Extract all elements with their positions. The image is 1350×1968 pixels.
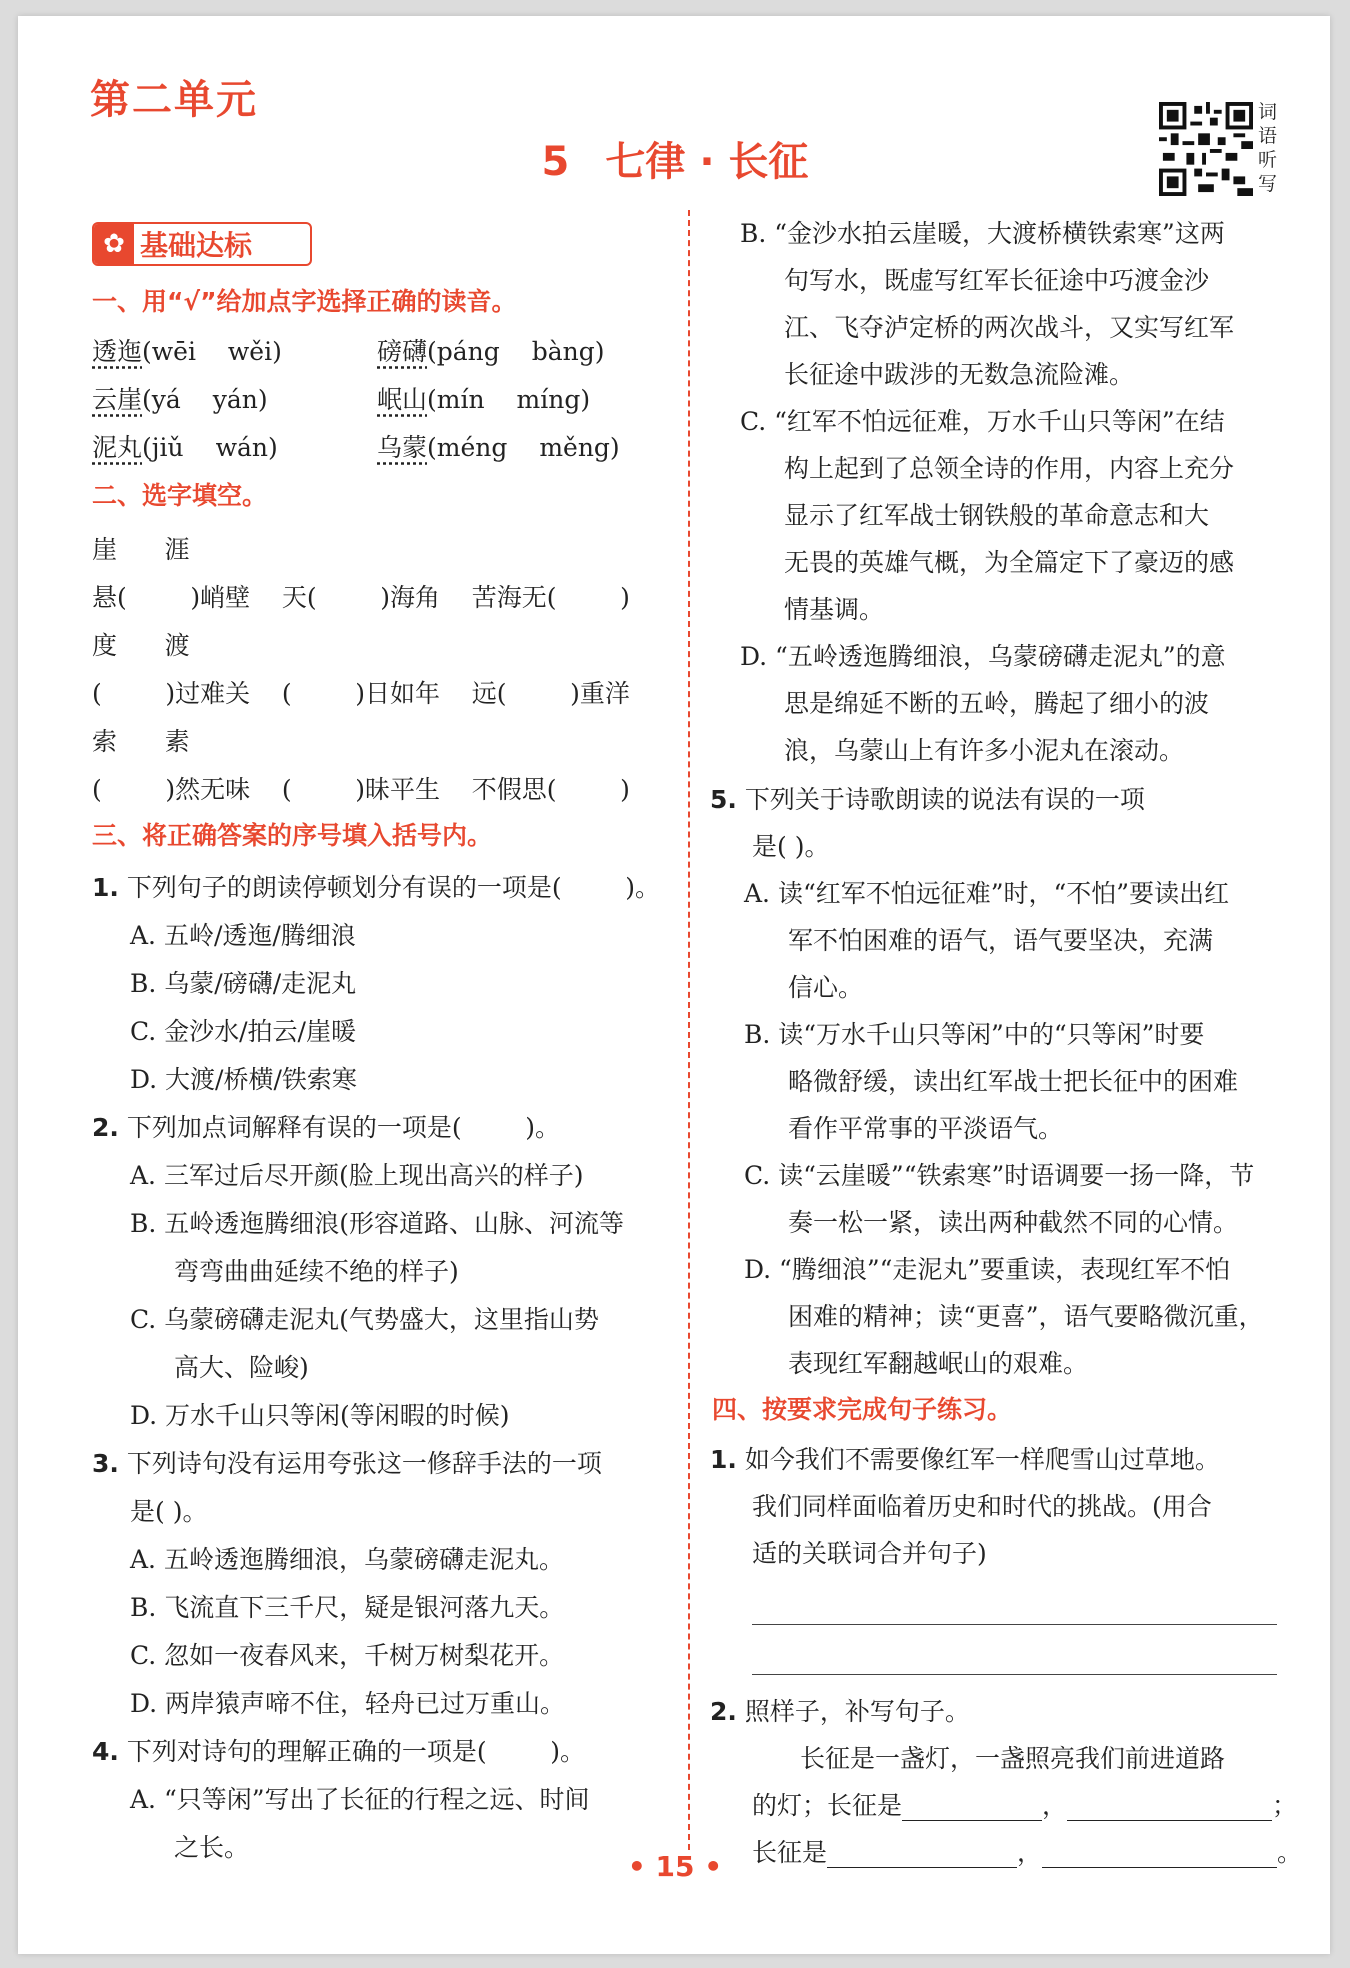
pinyin-word: 乌蒙	[377, 433, 428, 462]
section-4-title: 四、按要求完成句子练习。	[712, 1395, 1013, 1424]
question-text: 下列对诗句的理解正确的一项是( )。	[126, 1737, 585, 1766]
qr-label: 词语听写	[1258, 101, 1278, 195]
option-continued: 奏一松一紧，读出两种截然不同的心情。	[788, 1208, 1239, 1237]
option: C. “红军不怕远征难，万水千山只等闲”在结	[740, 407, 1225, 436]
question-text: 下列句子的朗读停顿划分有误的一项是( )。	[126, 873, 660, 902]
question-text-continued: 我们同样面临着历史和时代的挑战。(用合	[752, 1492, 1212, 1521]
pinyin-word: 泥丸	[92, 433, 143, 462]
option: B. 飞流直下三千尺，疑是银河落九天。	[130, 1593, 565, 1622]
option: C. 金沙水/拍云/崖暖	[130, 1017, 356, 1046]
question-text: 下列关于诗歌朗读的说法有误的一项	[744, 785, 1145, 814]
pinyin-word: 岷山	[377, 385, 428, 414]
option: A. 读“红军不怕远征难”时，“不怕”要读出红	[744, 879, 1230, 908]
pinyin-options: (wēi wěi)	[142, 337, 282, 366]
section-2-title: 二、选字填空。	[92, 481, 268, 510]
unit-title: 第二单元	[90, 77, 258, 123]
question-text: 如今我们不需要像红军一样爬雪山过草地。	[744, 1445, 1220, 1474]
pinyin-item	[92, 332, 282, 368]
semicolon-text: ；	[1272, 1791, 1298, 1820]
question-text: 下列诗句没有运用夸张这一修辞手法的一项	[126, 1449, 602, 1478]
option-continued: 困难的精神；读“更喜”，语气要略微沉重，	[788, 1302, 1264, 1331]
answer-line[interactable]	[752, 1624, 1277, 1625]
pinyin-options: (méng měng)	[427, 433, 620, 462]
example-sentence: 长征是一盏灯，一盏照亮我们前进道路	[800, 1744, 1226, 1773]
question-number: 1.	[92, 873, 119, 902]
fill-chars: 崖 涯	[92, 535, 190, 564]
question-stem	[92, 1732, 585, 1768]
option: B. 五岭透迤腾细浪(形容道路、山脉、河流等	[130, 1209, 625, 1238]
badge-label: 基础达标	[140, 229, 253, 262]
comma-text: ，	[1017, 1838, 1043, 1867]
option-continued: 之长。	[174, 1833, 250, 1862]
option-continued: 表现红军翻越岷山的艰难。	[788, 1349, 1089, 1378]
question-stem	[710, 1440, 1220, 1476]
question-stem	[710, 1692, 970, 1728]
fill-line: ( )然无味 ( )昧平生 不假思( )	[92, 775, 630, 804]
column-divider	[688, 210, 690, 1850]
option: D. 万水千山只等闲(等闲暇的时候)	[130, 1401, 510, 1430]
basic-standard-badge	[92, 220, 308, 262]
fill-line: 悬( )峭壁 天( )海角 苦海无( )	[92, 583, 630, 612]
question-number: 3.	[92, 1449, 119, 1478]
section-3-title: 三、将正确答案的序号填入括号内。	[92, 821, 493, 850]
comma-text: ，	[1042, 1791, 1068, 1820]
page-number: • 15 •	[627, 1850, 723, 1883]
option-continued: 情基调。	[784, 595, 885, 624]
option-continued: 思是绵延不断的五岭，腾起了细小的波	[784, 689, 1210, 718]
option: B. 读“万水千山只等闲”中的“只等闲”时要	[744, 1020, 1205, 1049]
option-continued: 军不怕困难的语气，语气要坚决，充满	[788, 926, 1214, 955]
lesson-title	[0, 130, 1350, 187]
option: A. 五岭透迤腾细浪，乌蒙磅礴走泥丸。	[130, 1545, 564, 1574]
question-text: 下列加点词解释有误的一项是( )。	[126, 1113, 560, 1142]
gear-icon: ✿	[94, 224, 134, 264]
option: A. 三军过后尽开颜(脸上现出高兴的样子)	[130, 1161, 584, 1190]
question-stem	[92, 1444, 602, 1480]
question-number: 4.	[92, 1737, 119, 1766]
option-continued: 显示了红军战士钢铁般的革命意志和大	[784, 501, 1210, 530]
question-text-continued: 是( )。	[130, 1497, 208, 1526]
pinyin-options: (mín míng)	[427, 385, 591, 414]
question-stem	[92, 1108, 560, 1144]
fill-chars: 度 渡	[92, 631, 190, 660]
option-continued: 看作平常事的平淡语气。	[788, 1114, 1064, 1143]
answer-line[interactable]	[752, 1674, 1277, 1675]
lesson-name: 七律 · 长征	[605, 139, 809, 185]
pinyin-item	[92, 380, 268, 416]
option-continued: 长征途中跋涉的无数急流险滩。	[784, 360, 1135, 389]
pinyin-word: 磅礴	[377, 337, 428, 366]
option-continued: 构上起到了总领全诗的作用，内容上充分	[784, 454, 1235, 483]
qr-code-icon[interactable]	[1158, 102, 1254, 196]
lesson-number: 5	[541, 139, 570, 185]
option-continued: 高大、险峻)	[174, 1353, 309, 1382]
pinyin-word: 透迤	[92, 337, 143, 366]
answer-blank[interactable]	[1067, 1791, 1272, 1821]
section-1-title: 一、用“√”给加点字选择正确的读音。	[92, 287, 517, 316]
option: D. 大渡/桥横/铁索寒	[130, 1065, 357, 1094]
question-text-continued: 适的关联词合并句子)	[752, 1539, 987, 1568]
option: C. 读“云崖暖”“铁索寒”时语调要一扬一降，节	[744, 1161, 1255, 1190]
question-number: 2.	[92, 1113, 119, 1142]
option-continued: 无畏的英雄气概，为全篇定下了豪迈的感	[784, 548, 1235, 577]
option-continued: 信心。	[788, 973, 864, 1002]
sentence-text: 的灯；长征是	[752, 1791, 903, 1820]
question-stem	[92, 868, 660, 904]
option: D. “五岭透迤腾细浪，乌蒙磅礴走泥丸”的意	[740, 642, 1226, 671]
question-stem	[710, 780, 1145, 816]
question-text: 照样子，补写句子。	[744, 1697, 970, 1726]
option: C. 乌蒙磅礴走泥丸(气势盛大，这里指山势	[130, 1305, 599, 1334]
page-number-value: 15	[655, 1850, 695, 1883]
option-continued: 句写水，既虚写红军长征途中巧渡金沙	[784, 266, 1210, 295]
fill-line: ( )过难关 ( )日如年 远( )重洋	[92, 679, 630, 708]
option: A. “只等闲”写出了长征的行程之远、时间	[130, 1785, 590, 1814]
pinyin-word: 云崖	[92, 385, 143, 414]
pinyin-options: (jiǔ wán)	[142, 433, 278, 462]
pinyin-item	[377, 380, 590, 416]
option-continued: 略微舒缓，读出红军战士把长征中的困难	[788, 1067, 1239, 1096]
option: D. “腾细浪”“走泥丸”要重读，表现红军不怕	[744, 1255, 1231, 1284]
answer-blank[interactable]	[902, 1791, 1042, 1821]
question-text-continued: 是( )。	[752, 832, 830, 861]
option: B. 乌蒙/磅礴/走泥丸	[130, 969, 357, 998]
option-continued: 弯弯曲曲延续不绝的样子)	[174, 1257, 459, 1286]
option-continued: 江、飞夺泸定桥的两次战斗，又实写红军	[784, 313, 1235, 342]
option: A. 五岭/透迤/腾细浪	[130, 921, 356, 950]
option: D. 两岸猿声啼不住，轻舟已过万重山。	[130, 1689, 566, 1718]
pinyin-item	[92, 428, 278, 464]
fill-sentence	[752, 1786, 1297, 1822]
option: C. 忽如一夜春风来，千树万树梨花开。	[130, 1641, 565, 1670]
option: B. “金沙水拍云崖暖，大渡桥横铁索寒”这两	[740, 219, 1225, 248]
question-number: 5.	[710, 785, 737, 814]
question-number: 2.	[710, 1697, 737, 1726]
pinyin-item	[377, 332, 605, 368]
option-continued: 浪，乌蒙山上有许多小泥丸在滚动。	[784, 736, 1185, 765]
pinyin-options: (páng bàng)	[427, 337, 605, 366]
period-text: 。	[1277, 1838, 1303, 1867]
fill-chars: 索 素	[92, 727, 190, 756]
question-number: 1.	[710, 1445, 737, 1474]
pinyin-options: (yá yán)	[142, 385, 268, 414]
pinyin-item	[377, 428, 620, 464]
sentence-text: 长征是	[752, 1838, 828, 1867]
